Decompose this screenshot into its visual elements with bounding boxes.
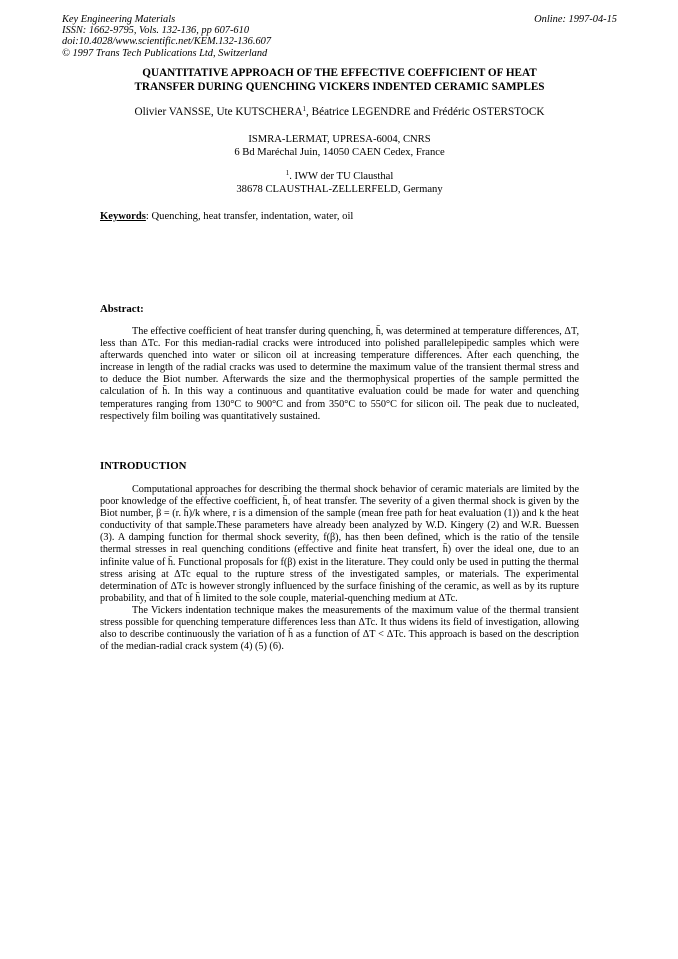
introduction-body <box>100 484 579 653</box>
page-header <box>62 14 617 59</box>
title-line-2: TRANSFER DURING QUENCHING VICKERS INDENTED CERAMIC SAMPLES <box>134 80 545 93</box>
introduction-paragraph-2: The Vickers indentation technique makes the measurements of the maximum value of the thermal transient stress possible for quenching temperature differences less than ΔTc. It thus widens its field of investigation, allowing also to describe continuously the variation of h̄ as a function of ΔT < ΔTc. This approach is based on the description of the median-radial crack system (4) (5) (6). <box>100 604 579 653</box>
affiliation-1-line-1: ISMRA-LERMAT, UPRESA-6004, CNRS <box>248 134 431 145</box>
keywords-label: Keywords <box>100 211 146 222</box>
affiliation-2-mark: 1 <box>285 169 290 177</box>
affiliation-2-line-1: . IWW der TU Clausthal <box>289 171 394 182</box>
abstract-text: The effective coefficient of heat transfer during quenching, h̄, was determined at temperature differences, ΔT, less than ΔTc. For this median-radial cracks were introduced into polished parallelepipedic samples which were afterwards quenched into water or silicon oil at increasing temperature differences. After each quenching, the increase in length of the radial cracks was used to determine the maximum value of the transient thermal stress and to deduce the Biot number. Afterwards the size and the thermophysical properties of the sample permitted the calculation of h̄. In this way a continuous and quantitative evaluation could be made for water and quenching temperatures ranging from 130°C to 900°C and from 350°C to 550°C for silicon oil. The peak due to nucleated, respectively film boiling was quantitatively sustained. <box>100 326 579 422</box>
doi-line: doi:10.4028/www.scientific.net/KEM.132-136.607 <box>62 36 272 48</box>
affiliation-1 <box>62 133 617 159</box>
author-list <box>62 106 617 118</box>
authors-part-2: , Béatrice LEGENDRE and Frédéric OSTERSTOCK <box>306 106 545 118</box>
author-affiliation-mark: 1 <box>302 105 307 113</box>
copyright-line: © 1997 Trans Tech Publications Ltd, Switzerland <box>62 47 268 59</box>
abstract-body <box>100 326 579 423</box>
keywords <box>100 211 353 222</box>
title-line-1: QUANTITATIVE APPROACH OF THE EFFECTIVE COEFFICIENT OF HEAT <box>142 67 537 79</box>
online-date: Online: 1997-04-15 <box>534 14 617 25</box>
authors-part-1: Olivier VANSSE, Ute KUTSCHERA <box>134 106 303 118</box>
issn-line: ISSN: 1662-9795, Vols. 132-136, pp 607-610 <box>62 25 250 37</box>
keywords-text: : Quenching, heat transfer, indentation, water, oil <box>145 211 354 222</box>
introduction-heading: INTRODUCTION <box>100 460 187 472</box>
abstract-heading: Abstract: <box>100 303 144 315</box>
journal-name: Key Engineering Materials <box>62 14 176 25</box>
affiliation-2 <box>62 170 617 196</box>
affiliation-2-line-2: 38678 CLAUSTHAL-ZELLERFELD, Germany <box>236 184 443 195</box>
paper-title <box>62 67 617 94</box>
introduction-paragraph-1: Computational approaches for describing the thermal shock behavior of ceramic materials are limited by the poor knowledge of the effective coefficient, h̄, of heat transfer. The severity of a given thermal shock is given by the Biot number, β = (r. h̄)/k where, r is a dimension of the sample (mean free path for heat evaluation (1)) and k the heat conductivity of that sample.These parameters have already been analyzed by W.D. Kingery (2) and W.R. Buessen (3). A damping function for thermal shock severity, f(β), has then been defined, which is the ratio of the tensile thermal stresses in real quenching conditions (effective and finite heat transfert, h̄) over the ideal one, due to an infinite value of h̄. Functional proposals for f(β) exist in the literature. They could only be used in putting the thermal stress arising at ΔTc equal to the rupture stress of the investigated samples, or materials. The experimental determination of ΔTc is however strongly influenced by the surface finishing of the ceramic, as well as by its rupture probability, and that of h̄ limited to the sole couple, material-quenching medium at ΔTc. <box>100 484 579 604</box>
affiliation-1-line-2: 6 Bd Maréchal Juin, 14050 CAEN Cedex, France <box>234 147 445 158</box>
